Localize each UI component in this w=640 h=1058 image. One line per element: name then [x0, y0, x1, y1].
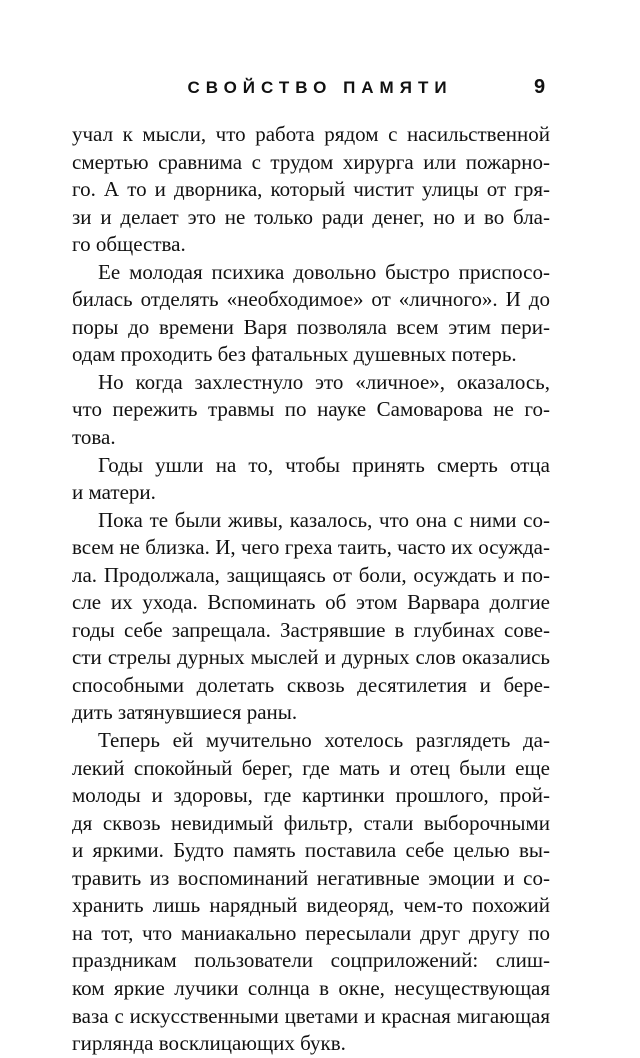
text-line: Теперь ей мучительно хотелось разглядеть да- — [98, 728, 550, 753]
running-title: СВОЙСТВО ПАМЯТИ — [187, 78, 453, 97]
text-line: дя сквозь невидимый фильтр, стали выборочными — [72, 810, 550, 835]
text-line: одам проходить без фатальных душевных потерь. — [72, 342, 517, 367]
text-line: праздникам пользователи соцприложений: слиш- — [72, 948, 550, 973]
text-line: поры до времени Варя позволяла всем этим пери- — [72, 314, 550, 339]
text-line: способными долетать сквозь десятилетия и бере- — [72, 672, 550, 697]
text-line: Ее молодая психика довольно быстро приспосо- — [98, 259, 550, 284]
text-line: всем не близка. И, чего греха таить, часто их осужда- — [72, 535, 550, 560]
text-line: Годы ушли на то, чтобы принять смерть отца — [98, 452, 550, 477]
text-line: лекий спокойный берег, где мать и отец были еще — [72, 755, 550, 780]
text-line: Но когда захлестнуло это «личное», оказалось, — [98, 369, 550, 394]
text-line: ваза с искусственными цветами и красная мигающая — [72, 1003, 550, 1028]
text-line: годы себе запрещала. Застрявшие в глубинах сове- — [72, 617, 550, 642]
text-line: травить из воспоминаний негативные эмоции и со- — [72, 865, 550, 890]
text-line: Пока те были живы, казалось, что она с ними со- — [98, 507, 550, 532]
text-line: дить затянувшиеся раны. — [72, 700, 298, 725]
text-line: что пережить травмы по науке Самоварова не го- — [72, 397, 550, 422]
text-line: ла. Продолжала, защищаясь от боли, осуждать и по- — [72, 562, 550, 587]
text-line: гирлянда восклицающих букв. — [72, 1031, 346, 1056]
text-line: и яркими. Будто память поставила себе целью вы- — [72, 838, 550, 863]
text-line: го. А то и дворника, который чистит улицы от гря- — [72, 177, 550, 202]
text-line: учал к мысли, что работа рядом с насильственной — [72, 122, 550, 146]
text-line: билась отделять «необходимое» от «личного». И до — [72, 287, 550, 312]
text-line: и матери. — [72, 480, 156, 505]
text-line: това. — [72, 425, 116, 450]
text-line: сле их ухода. Вспоминать об этом Варвара долгие — [72, 590, 550, 615]
page-number: 9 — [534, 76, 546, 98]
text-line: хранить лишь нарядный видеоряд, чем-то похожий — [72, 893, 550, 918]
text-line: ком яркие лучики солнца в окне, несуществующая — [72, 975, 550, 1000]
body-text — [72, 121, 550, 1058]
text-line: го общества. — [72, 232, 186, 257]
text-line: на тот, что маниакально пересылали друг другу по — [72, 920, 550, 945]
text-line: молоды и здоровы, где картинки прошлого, прой- — [72, 783, 550, 808]
text-line: зи и делает это не только ради денег, но и во бла- — [72, 204, 550, 229]
text-line: сти стрелы дурных мыслей и дурных слов оказались — [72, 645, 550, 670]
text-line: смертью сравнима с трудом хирурга или пожарно- — [72, 149, 550, 174]
